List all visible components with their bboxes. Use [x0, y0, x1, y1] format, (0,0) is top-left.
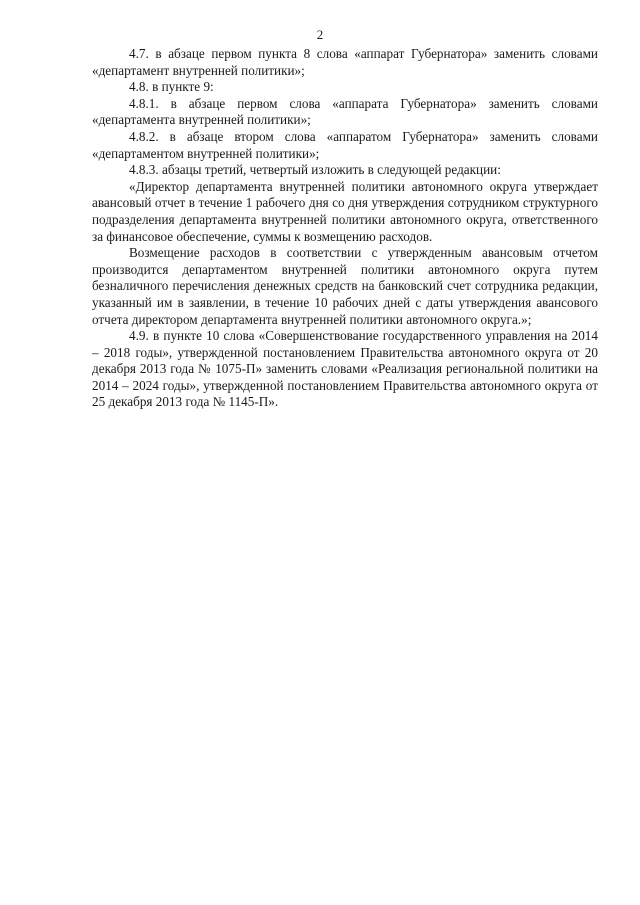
- paragraph-4-7: 4.7. в абзаце первом пункта 8 слова «аппарат Губернатора» заменить словами «департамент внутренней политики»;: [92, 46, 598, 78]
- paragraph-4-8-3: 4.8.3. абзацы третий, четвертый изложить в следующей редакции:: [129, 162, 501, 178]
- page-number: 2: [316, 27, 324, 42]
- paragraph-4-8-2: 4.8.2. в абзаце втором слова «аппаратом Губернатора» заменить словами «департаментом внутренней политики»;: [92, 128, 598, 161]
- quoted-paragraph-director: «Директор департамента внутренней политики автономного округа утверждает авансовый отчет в течение 1 рабочего дня со дня утверждения сотрудником структурного подразделения департамента внутренней политики автономного округа, ответственного за финансовое обеспечение, суммы к возмещению расходов.: [92, 178, 598, 244]
- document-body: [92, 46, 598, 411]
- paragraph-4-8-1: 4.8.1. в абзаце первом слова «аппарата Губернатора» заменить словами «департамента внутренней политики»;: [92, 95, 598, 128]
- paragraph-4-9: 4.9. в пункте 10 слова «Совершенствование государственного управления на 2014 – 2018 годы», утвержденной постановлением Правительства автономного округа от 20 декабря 2013 года № 1075-П» заменить словами «Реализация региональной политики на 2014 – 2024 годы», утвержденной постановлением Правительства автономного округа от 25 декабря 2013 года № 1145-П».: [92, 328, 598, 410]
- paragraph-4-8: 4.8. в пункте 9:: [129, 79, 214, 95]
- quoted-paragraph-reimbursement: Возмещение расходов в соответствии с утвержденным авансовым отчетом производится департаментом внутренней политики автономного округа путем безналичного перечисления денежных средств на банковский счет сотрудника редакции, указанный им в заявлении, в течение 10 рабочих дней с даты утверждения авансового отчета директором департамента внутренней политики автономного округа.»;: [92, 245, 598, 327]
